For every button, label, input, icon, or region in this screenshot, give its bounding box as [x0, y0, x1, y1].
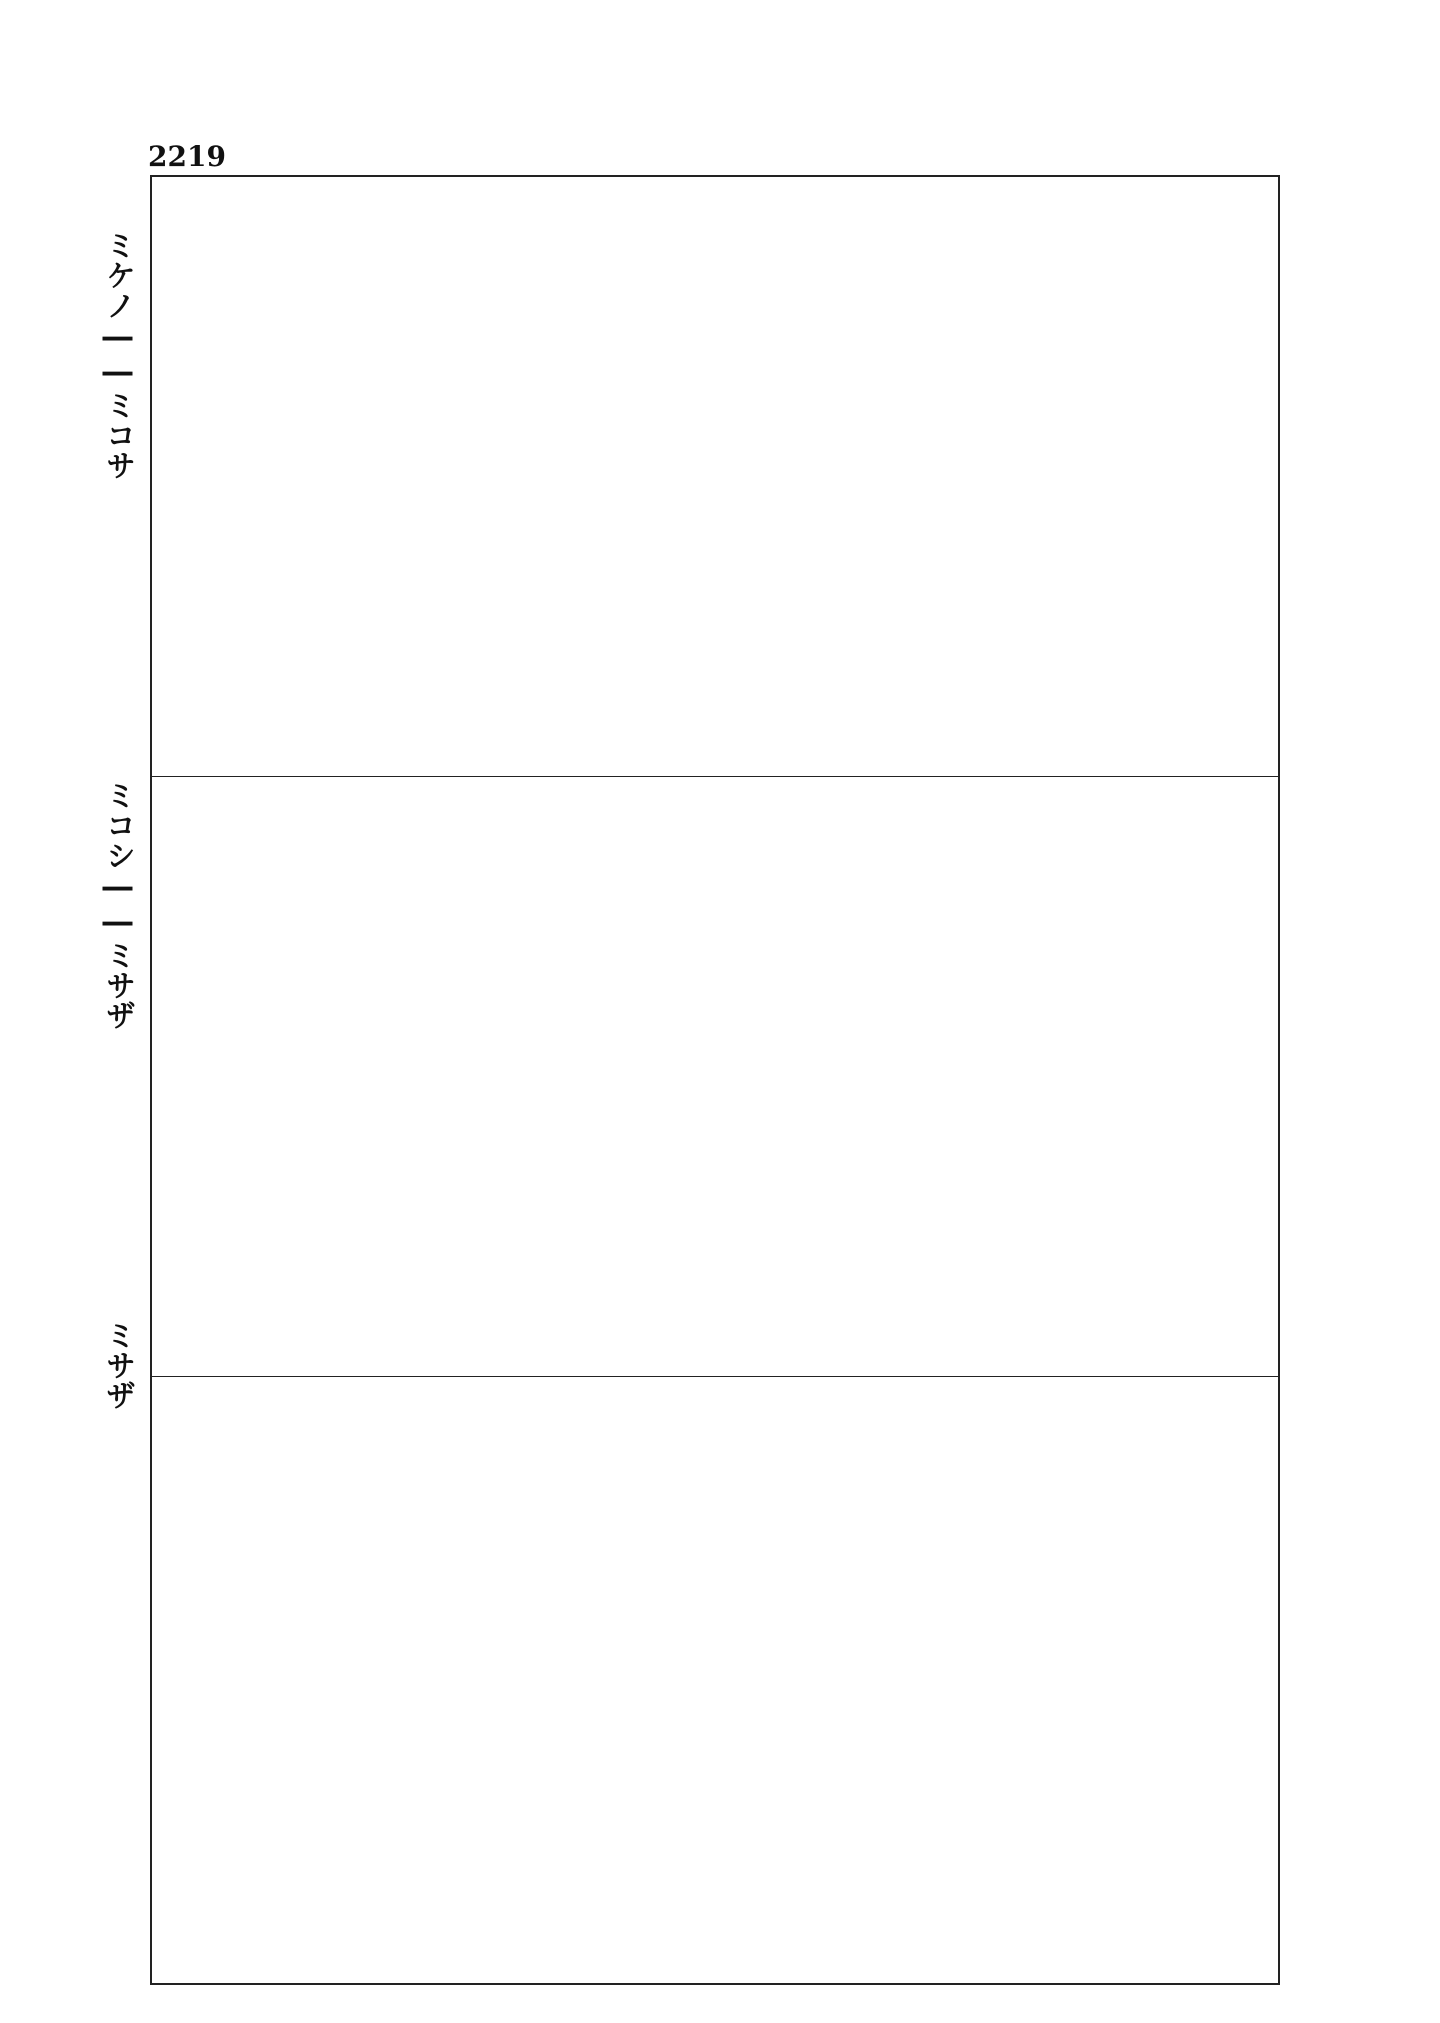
page-number: 2219 [148, 140, 226, 173]
section-top-text [166, 191, 1264, 762]
side-label-3: ミサザ [100, 1320, 135, 1410]
section-bottom-text [166, 1391, 1264, 1969]
side-label-1: ミケノ――ミコサ [100, 230, 135, 480]
section-middle-text [166, 791, 1264, 1362]
page-frame [150, 175, 1280, 1985]
section-bottom [152, 1377, 1278, 1983]
side-label-2: ミコシ――ミサザ [100, 780, 135, 1030]
section-middle [152, 777, 1278, 1377]
section-top [152, 177, 1278, 777]
